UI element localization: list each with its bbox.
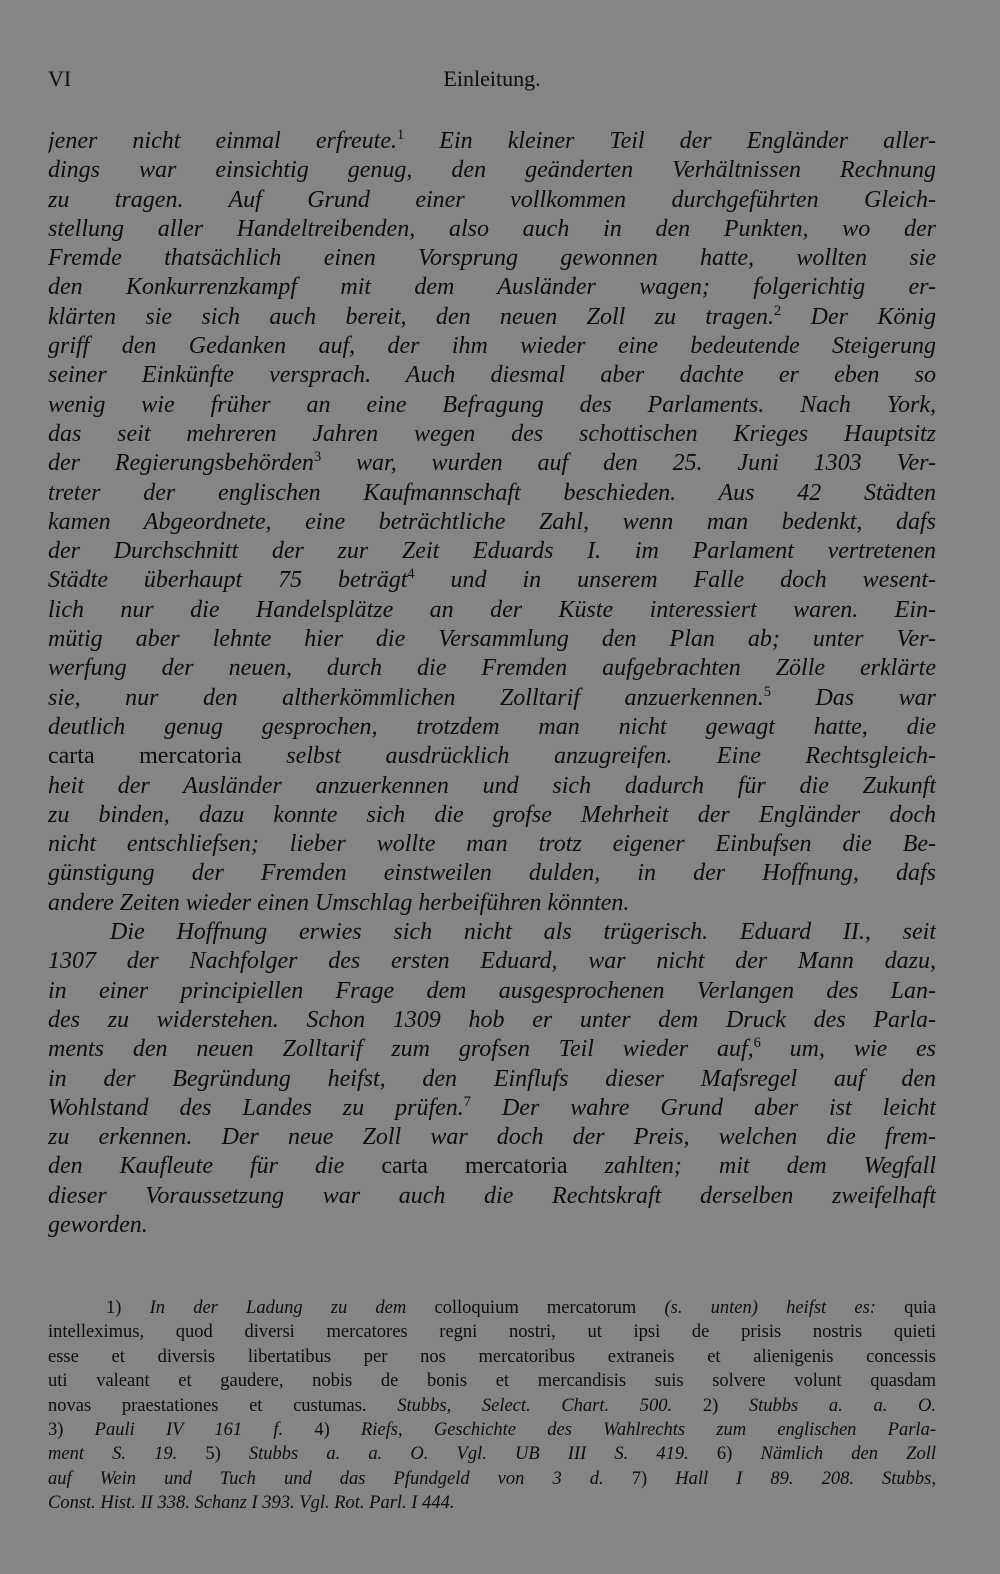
text-line: [48, 801, 936, 830]
text-run: quia: [875, 1298, 936, 1318]
footnote-ref: 2: [774, 302, 782, 319]
footnote-ref: 1: [396, 127, 405, 143]
footnote-line: [48, 1369, 936, 1393]
text-run: In der Ladung zu dem: [149, 1298, 407, 1318]
text-line: [48, 420, 936, 449]
text-line: [48, 361, 936, 390]
text-run: zu binden, dazu konnte sich die grofse Mehrheit der Engländer doch: [48, 801, 936, 828]
running-title: Einleitung.: [443, 66, 541, 91]
text-run: dings war einsichtig genug, den geänderten Verhältnissen Rechnung: [48, 157, 936, 184]
text-run: (s. unten) heifst es:: [664, 1298, 876, 1318]
text-run: treter der englischen Kaufmannschaft beschieden. Aus 42 Städten: [48, 479, 936, 506]
text-line: [48, 918, 936, 947]
text-line: [48, 859, 936, 888]
text-run: Das war: [770, 684, 936, 711]
text-run: günstigung der Fremden einstweilen dulden, in der Hoffnung, dafs: [48, 860, 936, 887]
text-line: [48, 186, 936, 215]
text-run: wenig wie früher an eine Befragung des Parlaments. Nach York,: [48, 391, 936, 418]
text-run: zahlten; mit dem Wegfall: [567, 1153, 936, 1180]
text-run: Städte überhaupt 75 beträgt: [48, 567, 408, 594]
footnote-line: [48, 1467, 936, 1491]
text-line: [48, 391, 936, 420]
text-run: Pauli IV 161 f.: [94, 1419, 284, 1440]
text-run: 5): [177, 1444, 249, 1465]
footnote-line: [48, 1491, 936, 1515]
text-run: Stubbs a. a. O.: [748, 1395, 936, 1416]
text-run: Hall I 89. 208. Stubbs,: [675, 1468, 936, 1489]
text-run: werfung der neuen, durch die Fremden aufgebrachten Zölle erklärte: [48, 655, 936, 682]
text-run: Die Hoffnung erwies sich nicht als trügerisch. Eduard II., seit: [110, 919, 936, 946]
text-run: colloquium mercatorum: [406, 1298, 665, 1318]
footnote-ref: 3: [313, 449, 322, 466]
text-run: mütig aber lehnte hier die Versammlung den Plan ab; unter Ver-: [48, 626, 936, 653]
text-run: dieser Voraussetzung war auch die Rechtskraft derselben zweifelhaft: [48, 1182, 936, 1209]
text-run: selbst ausdrücklich anzugreifen. Eine Rechtsgleich-: [241, 743, 936, 770]
text-run: heit der Ausländer anzuerkennen und sich dadurch für die Zukunft: [48, 772, 936, 799]
text-run: intelleximus, quod diversi mercatores regni nostri, ut ipsi de prisis nostris quieti: [48, 1322, 936, 1343]
text-run: und in unserem Falle doch wesent-: [414, 567, 936, 594]
text-run: kamen Abgeordnete, eine beträchtliche Zahl, wenn man bedenkt, dafs: [48, 508, 936, 535]
footnote-line: [48, 1442, 936, 1466]
text-run: auf Wein und Tuch und das Pfundgeld von 3 d.: [48, 1468, 604, 1489]
text-run: Wohlstand des Landes zu prüfen.: [48, 1094, 464, 1121]
text-run: klärten sie sich auch bereit, den neuen Zoll zu tragen.: [48, 303, 775, 330]
text-run: zu tragen. Auf Grund einer vollkommen durchgeführten Gleich-: [48, 186, 936, 213]
text-line: [48, 479, 936, 508]
text-run: Ein kleiner Teil der Engländer aller-: [404, 128, 936, 154]
text-line: [48, 273, 936, 302]
text-line: [48, 596, 936, 625]
text-run: der Regierungsbehörden: [48, 450, 314, 477]
text-run: Stubbs a. a. O. Vgl. UB III S. 419.: [248, 1444, 689, 1465]
text-line: [48, 742, 936, 771]
text-run: des zu widerstehen. Schon 1309 hob er unter dem Druck des Parla-: [48, 1006, 936, 1033]
text-run: in einer principiellen Frage dem ausgesprochenen Verlangen des Lan-: [48, 977, 936, 1004]
text-line: [48, 508, 936, 537]
text-run: stellung aller Handeltreibenden, also auch in den Punkten, wo der: [48, 215, 936, 242]
text-run: den Kaufleute für die: [48, 1153, 382, 1180]
text-run: den Konkurrenzkampf mit dem Ausländer wagen; folgerichtig er-: [48, 274, 936, 301]
text-line: [48, 127, 936, 156]
text-run: seiner Einkünfte versprach. Auch diesmal aber dachte er eben so: [48, 362, 936, 389]
text-line: [48, 244, 936, 273]
text-line: [48, 449, 936, 478]
text-run: Nämlich den Zoll: [760, 1444, 936, 1465]
text-run: zu erkennen. Der neue Zoll war doch der Preis, welchen die frem-: [48, 1124, 936, 1151]
text-run: war, wurden auf den 25. Juni 1303 Ver-: [321, 450, 936, 477]
text-line: [48, 1065, 936, 1094]
text-run: das seit mehreren Jahren wegen des schottischen Krieges Hauptsitz: [48, 420, 936, 447]
page-number: VI: [48, 66, 72, 91]
text-run: 1): [106, 1298, 150, 1318]
text-run: deutlich genug gesprochen, trotzdem man nicht gewagt hatte, die: [48, 713, 936, 740]
text-line: [48, 1152, 936, 1181]
text-run: ments den neuen Zolltarif zum grofsen Teil wieder auf,: [48, 1036, 754, 1063]
text-run: Stubbs, Select. Chart. 500.: [397, 1395, 673, 1416]
text-run: 1307 der Nachfolger des ersten Eduard, war nicht der Mann dazu,: [48, 948, 936, 975]
text-line: [48, 947, 936, 976]
text-run: sie, nur den altherkömmlichen Zolltarif anzuerkennen.: [48, 684, 764, 711]
footnote-line: [48, 1320, 936, 1344]
text-run: esse et diversis libertatibus per nos mercatoribus extraneis et alienigenis concessis: [48, 1346, 936, 1367]
text-line: [48, 625, 936, 654]
text-run: geworden.: [48, 1211, 148, 1238]
text-line: [48, 1006, 936, 1035]
text-line: [48, 1094, 936, 1123]
text-line: [48, 684, 936, 713]
text-line: [48, 303, 936, 332]
text-line: [48, 537, 936, 566]
text-run: Fremde thatsächlich einen Vorsprung gewonnen hatte, wollten sie: [48, 245, 936, 272]
text-line: [48, 772, 936, 801]
text-run: 7): [603, 1468, 676, 1489]
text-run: Der wahre Grund aber ist leicht: [470, 1094, 936, 1121]
text-line: [48, 889, 936, 918]
body-text: [48, 127, 936, 1240]
text-run: um, wie es: [760, 1036, 936, 1063]
text-run: andere Zeiten wieder einen Umschlag herbeiführen könnten.: [48, 889, 630, 916]
text-run: 3): [48, 1419, 95, 1440]
text-run: 6): [688, 1444, 761, 1465]
text-run: der Durchschnitt der zur Zeit Eduards I. im Parlament vertretenen: [48, 538, 936, 565]
footnote-ref: 4: [407, 566, 415, 583]
text-run: Der König: [781, 303, 936, 330]
text-run: Const. Hist. II 338. Schanz I 393. Vgl. Rot. Parl. I 444.: [48, 1493, 455, 1514]
text-line: [48, 1035, 936, 1064]
text-run: uti valeant et gaudere, nobis de bonis et mercandisis suis solvere volunt quasdam: [48, 1371, 936, 1392]
text-line: [48, 713, 936, 742]
text-line: [48, 977, 936, 1006]
text-run: Riefs, Geschichte des Wahlrechts zum englischen Parla-: [360, 1419, 936, 1440]
text-line: [48, 1123, 936, 1152]
footnotes: [48, 1296, 936, 1516]
text-run: lich nur die Handelsplätze an der Küste interessiert waren. Ein-: [48, 596, 936, 623]
text-line: [48, 1182, 936, 1211]
text-run: 2): [672, 1395, 749, 1416]
text-run: carta mercatoria: [381, 1153, 568, 1180]
text-run: novas praestationes et custumas.: [48, 1395, 398, 1416]
text-run: 4): [283, 1419, 361, 1440]
text-line: [48, 1211, 936, 1240]
footnote-ref: 6: [753, 1035, 761, 1052]
footnote-ref: 7: [463, 1093, 471, 1110]
text-line: [48, 830, 936, 859]
footnote-line: [48, 1345, 936, 1369]
footnote-line: [48, 1394, 936, 1418]
footnote-line: [48, 1418, 936, 1442]
text-run: griff den Gedanken auf, der ihm wieder eine bedeutende Steigerung: [48, 333, 936, 360]
text-line: [48, 215, 936, 244]
footnote-ref: 5: [763, 683, 771, 700]
text-run: nicht entschliefsen; lieber wollte man trotz eigener Einbufsen die Be-: [48, 831, 936, 858]
text-line: [48, 332, 936, 361]
running-head: [48, 66, 936, 98]
text-run: ment S. 19.: [48, 1444, 178, 1465]
text-line: [48, 156, 936, 185]
text-run: in der Begründung heifst, den Einflufs dieser Mafsregel auf den: [48, 1065, 936, 1092]
text-run: carta mercatoria: [48, 743, 242, 770]
text-run: jener nicht einmal erfreute.: [48, 128, 397, 154]
footnote-line: [48, 1296, 936, 1320]
text-line: [48, 654, 936, 683]
text-line: [48, 566, 936, 595]
